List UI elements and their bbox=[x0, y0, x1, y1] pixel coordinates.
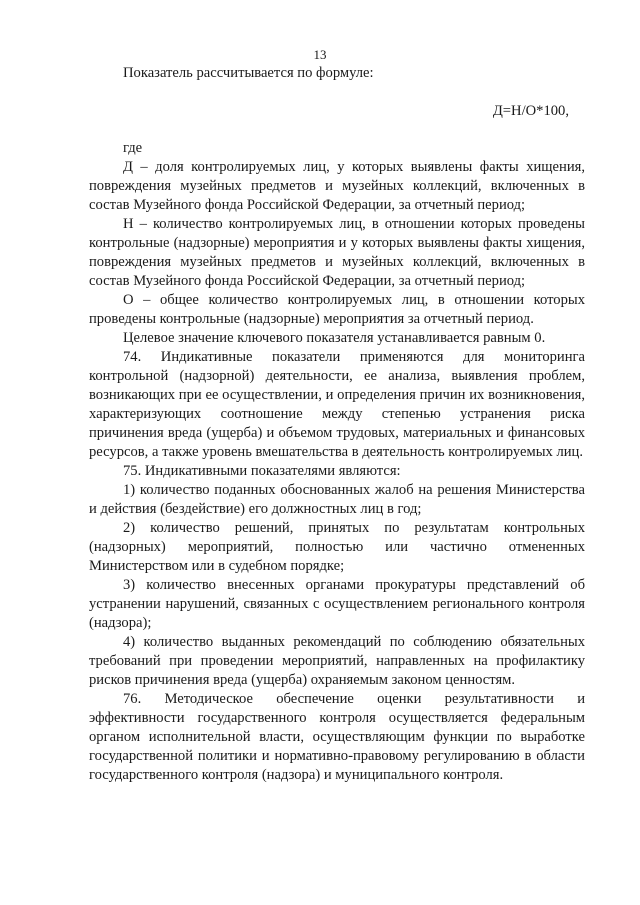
page-number: 13 bbox=[313, 47, 327, 62]
target-value: Целевое значение ключевого показателя устанавливается равным 0. bbox=[123, 330, 546, 346]
paragraph-75-item-3: 3) количество внесенных органами прокуратуры представлений об устранении нарушений, связанных с осуществлением регионального контроля (надзора); bbox=[89, 577, 585, 631]
definition-o: О – общее количество контролируемых лиц, в отношении которых проведены контрольные (надзорные) мероприятия за отчетный период. bbox=[89, 292, 585, 327]
definition-n: Н – количество контролируемых лиц, в отношении которых проведены контрольные (надзорные) мероприятия и у которых выявлены факты хищения, повреждения музейных предметов и музейных коллекций, включенных в состав Музейного фонда Российской Федерации, за отчетный период; bbox=[89, 216, 585, 289]
where-label: где bbox=[123, 140, 143, 156]
paragraph-75: 75. Индикативными показателями являются: bbox=[123, 463, 401, 479]
paragraph-76: 76. Методическое обеспечение оценки результативности и эффективности государственного контроля осуществляется федеральным органом исполнительной власти, осуществляющим функции по выработке государственной политики и нормативно-правовому регулированию в области государственного контроля (надзора) и муниципального контроля. bbox=[89, 691, 585, 783]
document-body bbox=[89, 64, 585, 785]
formula: Д=Н/О*100, bbox=[492, 103, 569, 119]
paragraph-74: 74. Индикативные показатели применяются для мониторинга контрольной (надзорной) деятельности, ее анализа, выявления проблем, возникающих при ее осуществлении, и определения причин их возникновения, характеризующих соотношение между степенью устранения риска причинения вреда (ущерба) и объемом трудовых, материальных и финансовых ресурсов, а также уровень вмешательства в деятельность контролируемых лиц. bbox=[89, 349, 585, 460]
formula-intro: Показатель рассчитывается по формуле: bbox=[123, 65, 374, 81]
paragraph-75-item-2: 2) количество решений, принятых по результатам контрольных (надзорных) мероприятий, полностью или частично отмененных Министерством или в судебном порядке; bbox=[89, 520, 585, 574]
paragraph-75-item-4: 4) количество выданных рекомендаций по соблюдению обязательных требований при проведении мероприятий, направленных на профилактику рисков причинения вреда (ущерба) охраняемым законом ценностям. bbox=[89, 634, 585, 688]
paragraph-75-item-1: 1) количество поданных обоснованных жалоб на решения Министерства и действия (бездействие) его должностных лиц в год; bbox=[89, 482, 585, 517]
definition-d: Д – доля контролируемых лиц, у которых выявлены факты хищения, повреждения музейных предметов и музейных коллекций, включенных в состав Музейного фонда Российской Федерации, за отчетный период; bbox=[89, 159, 585, 213]
